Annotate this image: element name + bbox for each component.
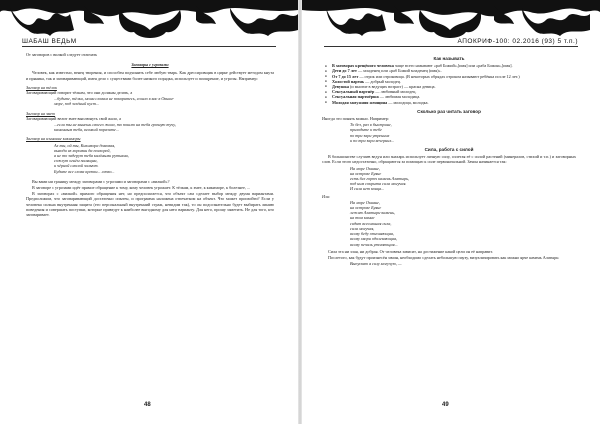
verse-line: Ах ты, ой ты, Кикимора домовая, bbox=[54, 142, 116, 148]
page-number: 48 bbox=[144, 402, 151, 408]
verse-line: Выпускаю я силу могучую, — bbox=[350, 261, 402, 267]
subheading: Заговор на тёлок bbox=[26, 84, 57, 90]
paragraph: Или: bbox=[322, 193, 331, 199]
page-body bbox=[322, 52, 576, 268]
left-page bbox=[0, 0, 298, 424]
verse-line: на острове Буяне bbox=[350, 170, 382, 176]
verse-line: море, под зелёный куст... bbox=[54, 101, 100, 107]
page-number: 49 bbox=[442, 402, 449, 408]
verse-line: На море Окияне, bbox=[350, 199, 380, 205]
verse-block bbox=[350, 200, 576, 247]
verse-line: всему хвори одолевающая, bbox=[350, 236, 397, 242]
right-page bbox=[302, 0, 600, 424]
verse-line: и по три зари вечерних... bbox=[350, 137, 395, 143]
paragraph: Заговаривающий велит змее выплюнуть свой жало, а bbox=[26, 115, 121, 121]
verse-line: всему беду отгоняющая, bbox=[350, 231, 394, 237]
subheading: Заговор на изгнание кикиморы bbox=[26, 136, 81, 142]
verse-line: ...если ты не вынешь своего жала, то пошлю на тебя грозную тучу, bbox=[54, 122, 176, 128]
section-heading: Сколько раз читать заговор bbox=[417, 108, 481, 114]
list-text: — молодица, молодка. bbox=[388, 99, 429, 105]
verse-line: по три зари утренних bbox=[350, 132, 390, 138]
verse-line: сидит всесильная сила, bbox=[350, 220, 392, 226]
paragraph: В большинстве случаев ведун или знахарь использует личную силу, сплетая её с силой растений (минералов, стихий и т.п.) и заговорных слов. Если этого недостаточно, обращаются за помощью к силе первоначальной. Зачин начинается так: bbox=[322, 154, 576, 165]
header-rule bbox=[324, 46, 578, 47]
running-head: ШАБАШ ВЕДЬМ bbox=[22, 38, 77, 45]
verse-block bbox=[54, 122, 274, 132]
name-forms-list bbox=[322, 63, 576, 105]
list-text: (и многие в ведущих возраст) — красна девица. bbox=[350, 84, 436, 90]
page-body bbox=[26, 52, 274, 218]
verse-line: И сила нет конца... bbox=[350, 186, 385, 192]
list-text: — любовный молодец. bbox=[375, 89, 417, 95]
verse-line: на острове Буяне bbox=[350, 205, 382, 211]
verse-line: Будьте все слова крепки... лепко... bbox=[54, 168, 115, 174]
verse-line: сожгут огнём палящим, bbox=[54, 158, 98, 164]
verse-block bbox=[350, 122, 576, 143]
list-item bbox=[332, 100, 576, 105]
verse-line: На море Окияне, bbox=[350, 165, 380, 171]
verse-line: и чёрной смолой зальют. bbox=[54, 163, 99, 169]
verse-line: есть бел горюч камень Алатырь, bbox=[350, 176, 410, 182]
list-term: Сексуальная партнёрша bbox=[332, 94, 379, 100]
intro-text: От заговоров с вилкой следует отличать bbox=[26, 52, 98, 57]
verse-line: всему печаль утоляющая... bbox=[350, 241, 398, 247]
paragraph: В заговорах с «вилкой» прямого обращения нет, но предполагается, что объект сам сделает выбор между двумя вариантами. Предположим, что заговаривающий достаточно опытен, и программа наложена отпечатком на объект. Что может произойти? Если у человека сильна внутренняя защита (его персональный внутренний страж, невидим так), то он подсознательно будет выбирать линию поведения и совершать поступки, которые приведут к наиболее выгодному для него варианту. Для него, прошу заметить. Не для того, кто заговаривает. bbox=[26, 191, 274, 218]
verse-line: лежит Алатырь-камень, bbox=[350, 210, 396, 216]
paragraph: Заговаривающий говорит тёлкам, что они должны делать, а bbox=[26, 90, 133, 96]
section-heading: Сила, работа с силой bbox=[424, 147, 474, 153]
list-term: Сексуальный партнёр bbox=[332, 89, 375, 95]
paragraph: Человек, как известно, венец творения, и способен подчинить себе любую тварь. Как дрессировщик в цирке действует методом кнута и пряника, так и заговаривающий, имея дело с существами более низкого порядка, использует и поощрение, и угрозы. Например: bbox=[26, 70, 274, 81]
paragraph: Иногда это понять можно. Например: bbox=[322, 116, 390, 122]
list-text: чаще всего называют «раб Божий»,[имя] или «раба Божия»,[имя]. bbox=[394, 63, 513, 69]
paragraph: Сила эта ни злая, ни добрая. От человека зависит, на достижение какой цели он её направит. bbox=[328, 248, 493, 254]
verse-block bbox=[350, 166, 576, 192]
running-head: АПОКРИФ-100: 02.2016 (93) 5 т.п.) bbox=[457, 38, 578, 45]
list-text: — любимая молодица. bbox=[379, 94, 421, 100]
section-heading: Как называть bbox=[433, 56, 465, 61]
verse-line: каменным тебя, великий поразите... bbox=[54, 127, 119, 133]
paragraph: В заговоре с угрозами идёт прямое обращение к тому, кому человек угрожает. К тёлкам, к змее, к кикиморе, к болезнее, ... bbox=[32, 185, 251, 191]
verse-line: приходите к тебе bbox=[350, 127, 383, 133]
verse-block bbox=[350, 261, 576, 266]
header-rule bbox=[22, 46, 276, 47]
verse-line: а не то задерут тебя калёными рутьями, bbox=[54, 153, 129, 159]
list-term: Холостой парень bbox=[332, 78, 365, 84]
list-text: — отрок или отроковица. (В некоторых обрядах отроком называют ребёнка после 12 лет.) bbox=[359, 73, 520, 79]
verse-line: сила могучая, bbox=[350, 225, 375, 231]
verse-line: под ним сокрыта сила могучая. bbox=[350, 181, 407, 187]
verse-block bbox=[54, 143, 274, 174]
section-heading: Заговоры с угрозами bbox=[131, 62, 169, 68]
verse-line: на том камне bbox=[350, 215, 375, 221]
paragraph: Вы вами ни границу между заговорами с угрозами и заговорами с «вилкой»? bbox=[32, 178, 170, 184]
list-term: От 7 до 15 лет bbox=[332, 73, 359, 79]
verse-line: ...будьте, тёлки, моим словам не покоритесь, сошло в вас в Окиан- bbox=[54, 96, 174, 102]
list-term: Молодая замужняя женщина bbox=[332, 99, 388, 105]
list-term: В заговорах крещёного человека bbox=[332, 63, 394, 69]
verse-line: То без, раз в быстрине, bbox=[350, 122, 392, 128]
verse-line: выходи из хоромин да поскорей, bbox=[54, 147, 111, 153]
list-term: Дети до 7 лет bbox=[332, 68, 357, 74]
list-term: Девушка bbox=[332, 84, 349, 90]
paragraph: Послетого, как будут произнесён зачин, необходимо сделать небольшую паузу, визуализировать как можно ярче камень Алатырь: bbox=[328, 254, 560, 260]
verse-block bbox=[54, 96, 274, 106]
subheading: Заговор на змею bbox=[26, 110, 56, 116]
list-text: — младенец или «раб Божий младенец (имя)». bbox=[358, 68, 442, 74]
list-text: — добрый молодец. bbox=[365, 78, 401, 84]
